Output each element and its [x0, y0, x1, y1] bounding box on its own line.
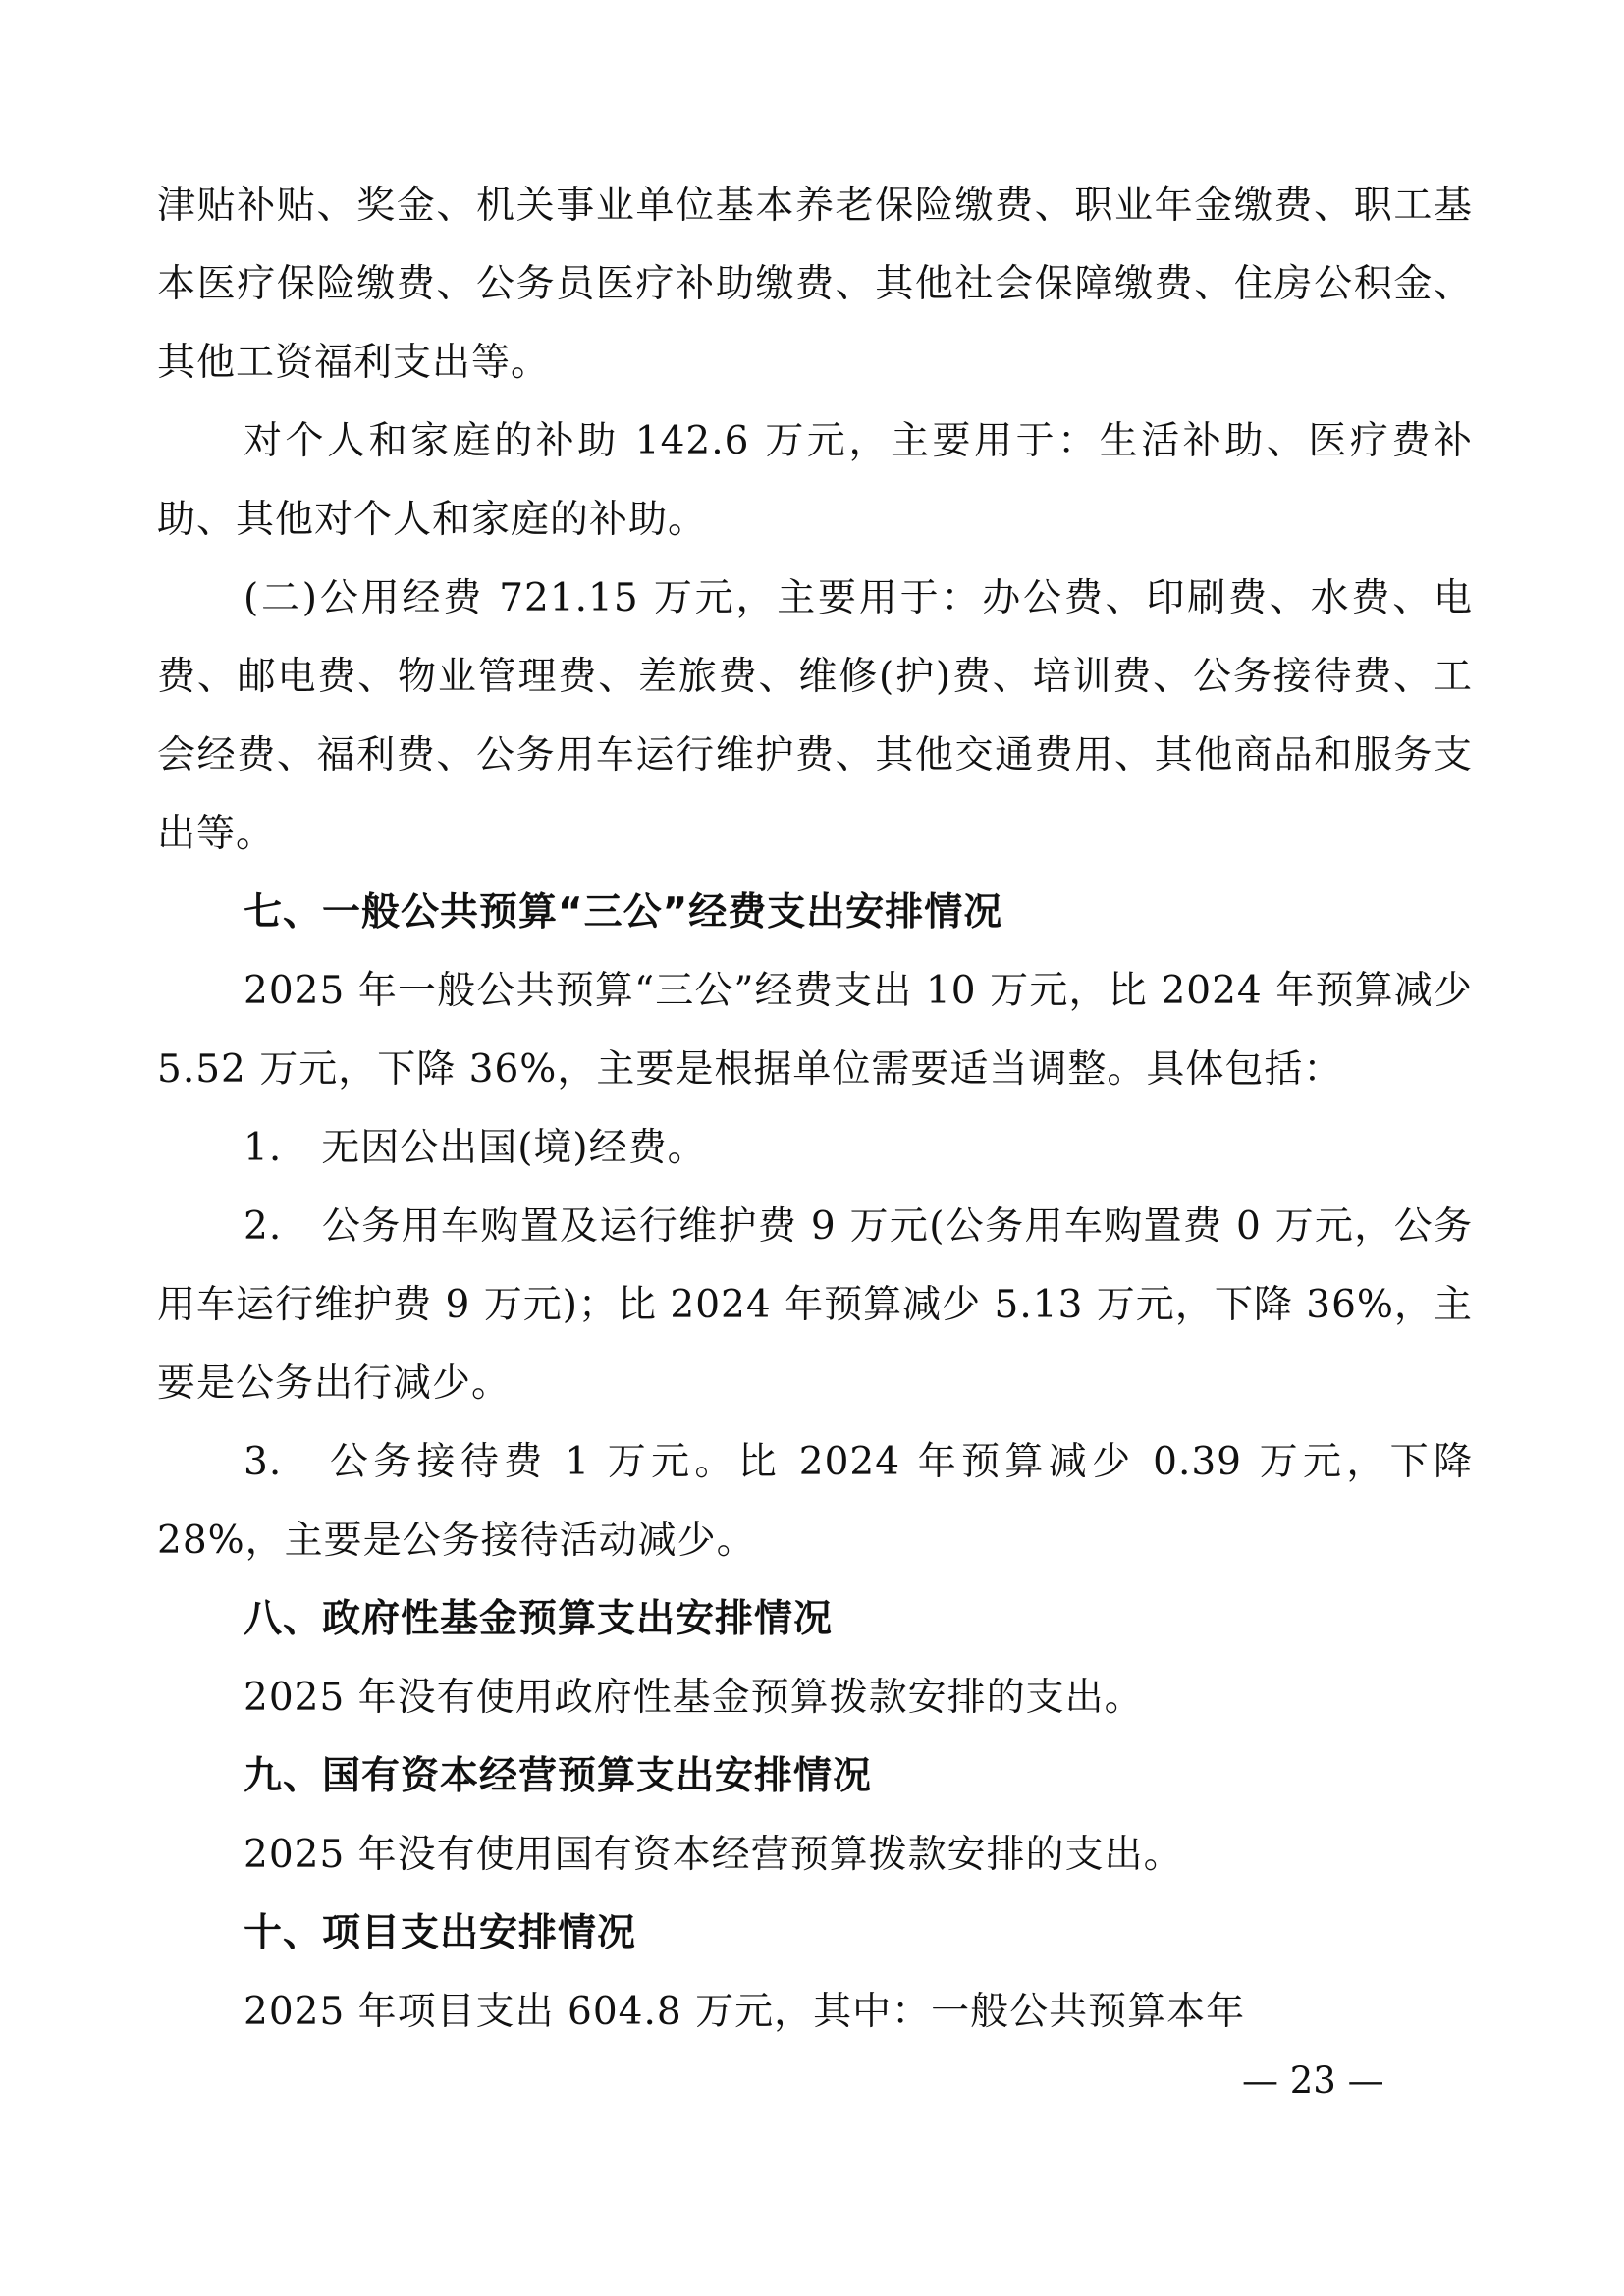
page-number: — 23 —	[1242, 2059, 1384, 2102]
body-text	[157, 167, 1473, 2052]
paragraph-state-capital: 2025 年没有使用国有资本经营预算拨款安排的支出。	[244, 1833, 1183, 1877]
paragraph-government-fund: 2025 年没有使用政府性基金预算拨款安排的支出。	[244, 1676, 1144, 1720]
section-heading-seven: 七、一般公共预算“三公”经费支出安排情况	[244, 890, 1003, 934]
list-item-2: 2. 公务用车购置及运行维护费 9 万元(公务用车购置费 0 万元，公务用车运行维护费 9 万元)；比 2024 年预算减少 5.13 万元，下降 36%，主要是公务出行减少。	[157, 1204, 1473, 1406]
section-heading-eight: 八、政府性基金预算支出安排情况	[244, 1597, 834, 1641]
list-item-3: 3. 公务接待费 1 万元。比 2024 年预算减少 0.39 万元，下降 28%，主要是公务接待活动减少。	[157, 1440, 1473, 1563]
section-heading-nine: 九、国有资本经营预算支出安排情况	[244, 1754, 873, 1798]
paragraph-project-expenditure: 2025 年项目支出 604.8 万元，其中：一般公共预算本年	[244, 1990, 1246, 2034]
paragraph-salary-items: 津贴补贴、奖金、机关事业单位基本养老保险缴费、职业年金缴费、职工基本医疗保险缴费、公务员医疗补助缴费、其他社会保障缴费、住房公积金、其他工资福利支出等。	[157, 184, 1473, 385]
paragraph-public-funds: (二)公用经费 721.15 万元，主要用于：办公费、印刷费、水费、电费、邮电费、物业管理费、差旅费、维修(护)费、培训费、公务接待费、工会经费、福利费、公务用车运行维护费、其他交通费用、其他商品和服务支出等。	[157, 576, 1473, 856]
section-heading-ten: 十、项目支出安排情况	[244, 1911, 637, 1955]
paragraph-three-public-summary: 2025 年一般公共预算“三公”经费支出 10 万元，比 2024 年预算减少 5.52 万元，下降 36%，主要是根据单位需要适当调整。具体包括：	[157, 969, 1473, 1092]
list-item-1: 1. 无因公出国(境)经费。	[244, 1126, 707, 1170]
paragraph-household-subsidy: 对个人和家庭的补助 142.6 万元，主要用于：生活补助、医疗费补助、其他对个人和家庭的补助。	[157, 419, 1473, 542]
